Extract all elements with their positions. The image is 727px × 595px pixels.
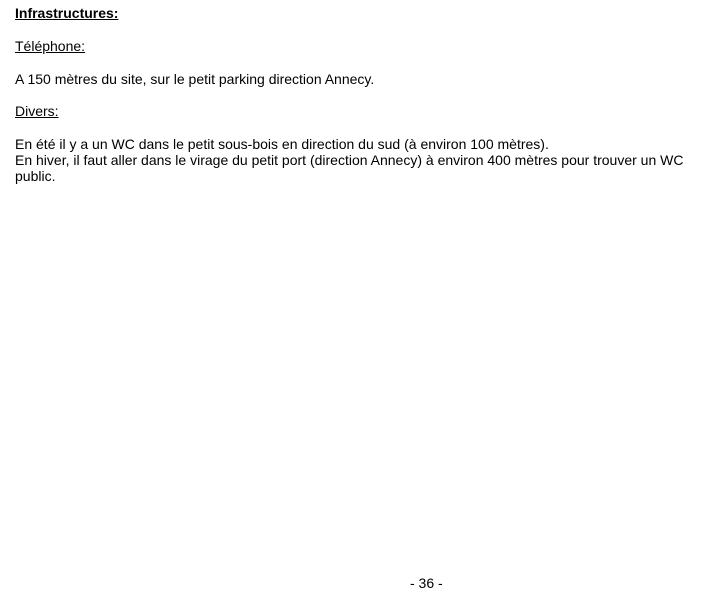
section-title-divers: Divers: xyxy=(15,103,59,119)
paragraph-line: A 150 mètres du site, sur le petit parking direction Annecy. xyxy=(15,71,375,87)
page-number: - 36 - xyxy=(410,575,443,591)
section-body-telephone xyxy=(15,71,715,87)
page-heading: Infrastructures: xyxy=(15,5,119,21)
paragraph-line: En hiver, il faut aller dans le virage du petit port (direction Annecy) à environ 400 mètres pour trouver un WC public. xyxy=(15,152,684,184)
section-body-divers xyxy=(15,136,715,184)
section-title-telephone: Téléphone: xyxy=(15,38,86,54)
paragraph-line: En été il y a un WC dans le petit sous-bois en direction du sud (à environ 100 mètres). xyxy=(15,136,549,152)
